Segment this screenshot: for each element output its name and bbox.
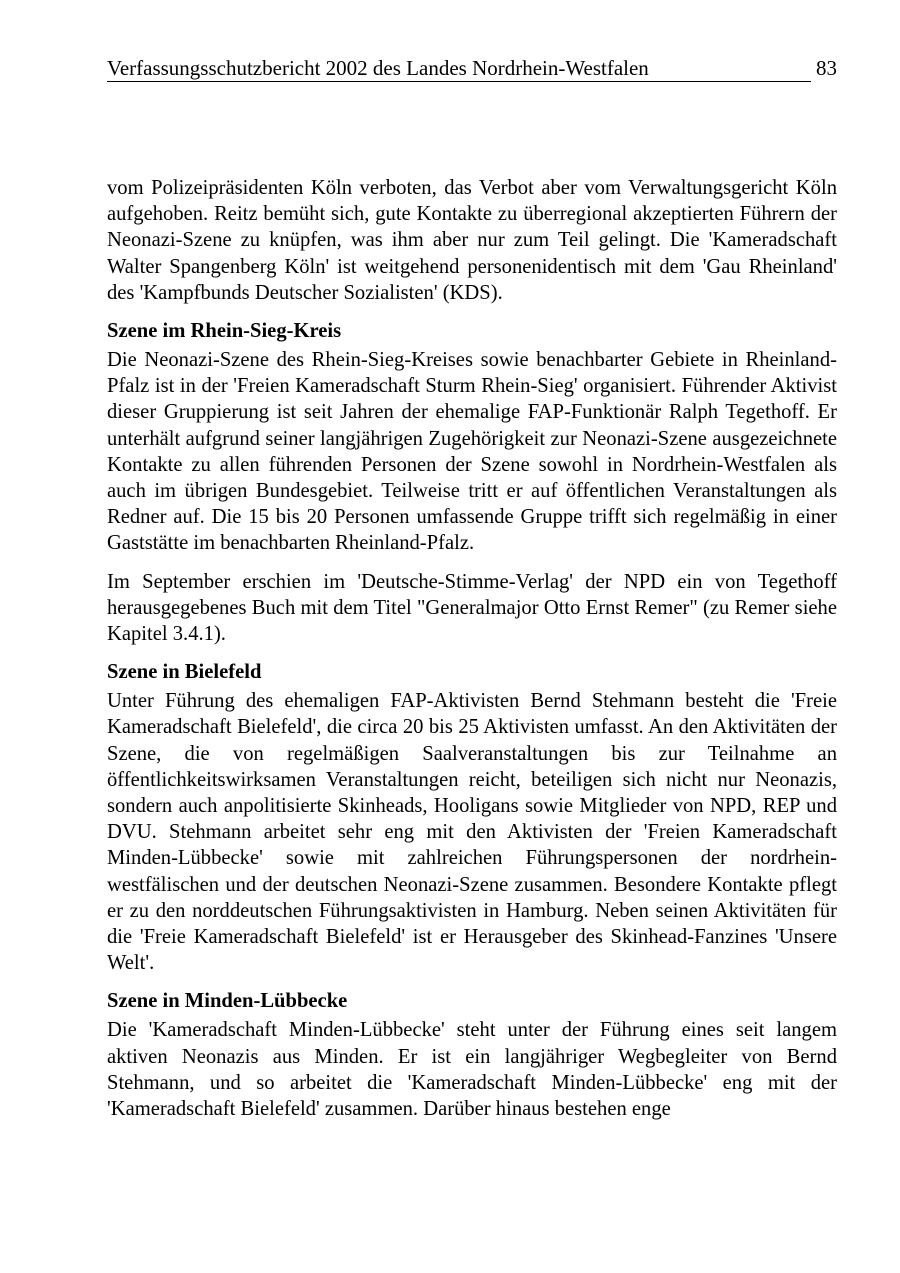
paragraph-rhein-sieg-2: Im September erschien im 'Deutsche-Stimme-Verlag' der NPD ein von Tegethoff herausgegebenes Buch mit dem Titel "Generalmajor Otto Ernst Remer" (zu Remer siehe Kapitel 3.4.1). — [107, 570, 837, 646]
page-number: 83 — [816, 56, 837, 80]
section-rhein-sieg-kreis — [107, 318, 837, 647]
paragraph-rhein-sieg-1: Die Neonazi-Szene des Rhein-Sieg-Kreises sowie benachbarter Gebiete in Rheinland-Pfalz ist in der 'Freien Kameradschaft Sturm Rhein-Sieg' organisiert. Führender Aktivist dieser Gruppierung ist seit Jahren der ehemalige FAP-Funktionär Ralph Tegethoff. Er unterhält aufgrund seiner langjährigen Zugehörigkeit zur Neonazi-Szene ausgezeichnete Kontakte zu allen führenden Personen der Szene sowohl in Nordrhein-Westfalen als auch im übrigen Bundesgebiet. Teilweise tritt er auf öffentlichen Veranstaltungen als Redner auf. Die 15 bis 20 Personen umfassende Gruppe trifft sich regelmäßig in einer Gaststätte im benachbarten Rheinland-Pfalz. — [107, 349, 837, 555]
section-heading-minden-luebbecke: Szene in Minden-Lübbecke — [107, 990, 348, 1013]
header-title: Verfassungsschutzbericht 2002 des Landes Nordrhein-Westfalen — [107, 56, 649, 80]
paragraph-minden-luebbecke-1: Die 'Kameradschaft Minden-Lübbecke' steht unter der Führung eines seit langem aktiven Neonazis aus Minden. Er ist ein langjähriger Wegbegleiter von Bernd Stehmann, und so arbeitet die 'Kameradschaft Minden-Lübbecke' eng mit der 'Kameradschaft Bielefeld' zusammen. Darüber hinaus bestehen enge — [107, 1019, 837, 1121]
paragraph-bielefeld-1: Unter Führung des ehemaligen FAP-Aktivisten Bernd Stehmann besteht die 'Freie Kameradschaft Bielefeld', die circa 20 bis 25 Aktivisten umfasst. An den Aktivitäten der Szene, die von regelmäßigen Saalveranstaltungen bis zur Teilnahme an öffentlichkeitswirksamen Veranstaltungen reicht, beteiligen sich nicht nur Neonazis, sondern auch anpolitisierte Skinheads, Hooligans sowie Mitglieder von NPD, REP und DVU. Stehmann arbeitet sehr eng mit den Aktivisten der 'Freien Kameradschaft Minden-Lübbecke' sowie mit zahlreichen Führungspersonen der nordrhein-westfälischen und der deutschen Neonazi-Szene zusammen. Besondere Kontakte pflegt er zu den norddeutschen Führungsaktivisten in Hamburg. Neben seinen Aktivitäten für die 'Freie Kameradschaft Bielefeld' ist er Herausgeber des Skinhead-Fanzines 'Unsere Welt'. — [107, 690, 837, 975]
section-minden-luebbecke — [107, 988, 837, 1122]
section-heading-rhein-sieg-kreis: Szene im Rhein-Sieg-Kreis — [107, 320, 342, 343]
intro-paragraph: vom Polizeipräsidenten Köln verboten, das Verbot aber vom Verwaltungsgericht Köln aufgehoben. Reitz bemüht sich, gute Kontakte zu überregional akzeptierten Führern der Neonazi-Szene zu knüpfen, was ihm aber nur zum Teil gelingt. Die 'Kameradschaft Walter Spangenberg Köln' ist weitgehend personenidentisch mit dem 'Gau Rheinland' des 'Kampfbunds Deutscher Sozialisten' (KDS). — [107, 177, 837, 304]
header-rule — [107, 81, 811, 82]
document-body — [107, 175, 837, 1134]
section-bielefeld — [107, 659, 837, 976]
running-header — [107, 54, 837, 82]
section-heading-bielefeld: Szene in Bielefeld — [107, 661, 262, 684]
